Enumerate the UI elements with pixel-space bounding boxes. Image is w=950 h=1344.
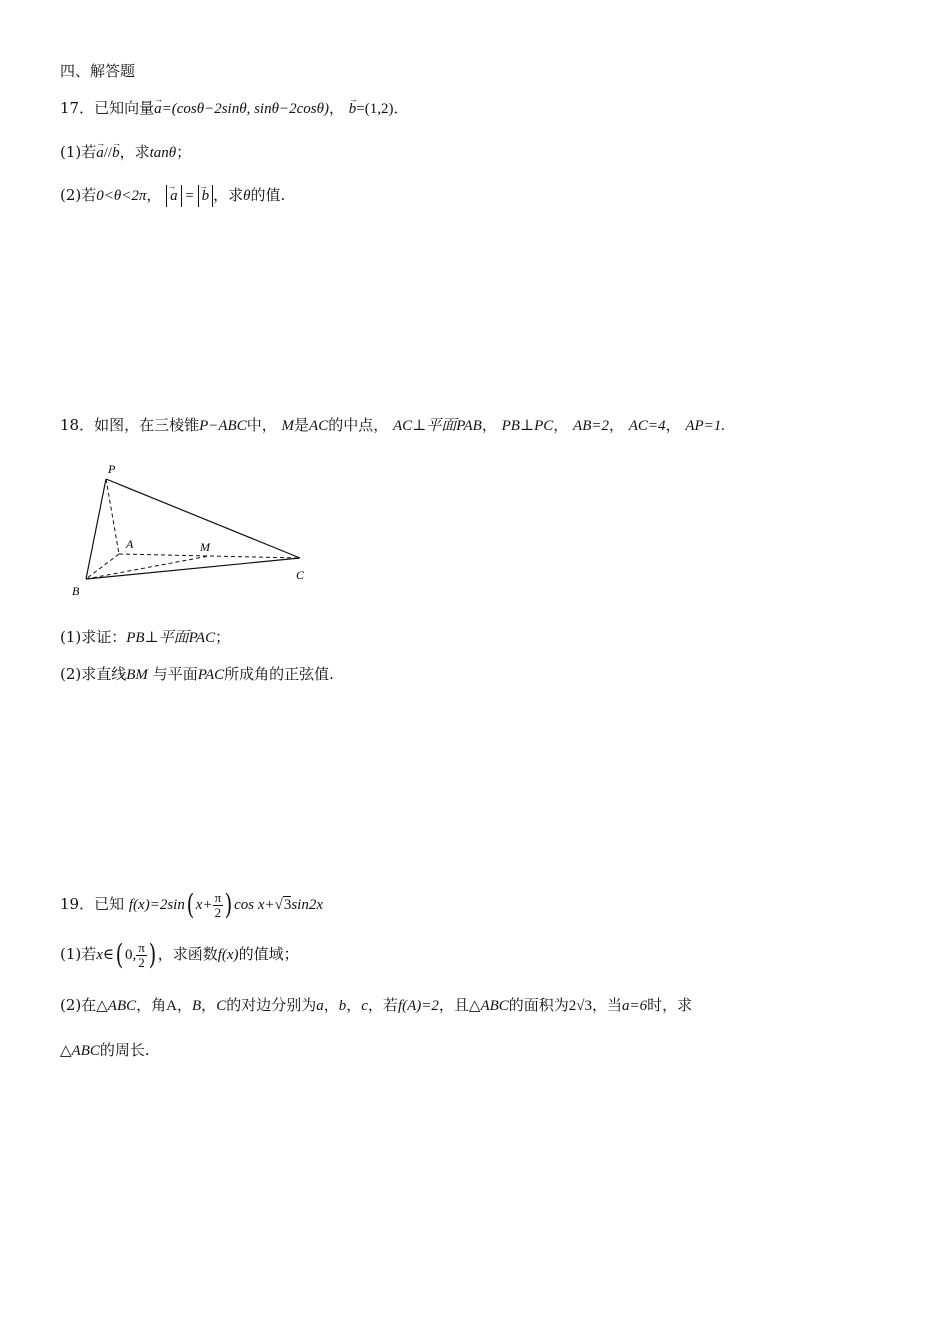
q19-part2-line1: (2)在△ABC，角A，B，C的对边分别为a，b，c，若f(A)=2，且△ABC的面积为2√3，当a=6时，求 xyxy=(60,996,693,1014)
edge-bm xyxy=(86,556,209,579)
label-b: B xyxy=(72,584,80,598)
vec-a: → a xyxy=(154,98,162,120)
tan-theta: tanθ xyxy=(149,145,177,161)
q18-part1: (1)求证：PB⊥平面PAC； xyxy=(60,628,231,646)
edge-pa xyxy=(106,479,119,554)
edge-bc xyxy=(86,558,300,579)
q17-stem: 17．已知向量→ a=(cosθ−2sinθ, sinθ−2cosθ)， → b=(1,2)． xyxy=(60,97,408,120)
edge-ac xyxy=(119,554,300,558)
vec-b-expr: =(1,2) xyxy=(356,101,394,117)
label-c: C xyxy=(296,568,305,582)
f-def-lhs: f(x)=2sin xyxy=(128,897,185,913)
q19-stem: 19．已知 f(x)=2sin( x+ $\frac{\pi}{2}$ ) cos x+√3sin2x xyxy=(60,888,324,921)
q17-part2: (2)若0<θ<2π， → a = → b ，求θ的值. xyxy=(60,184,285,207)
q17-part1: (1)若→ a//→ b，求tanθ； xyxy=(60,141,191,164)
edge-pb xyxy=(86,479,106,579)
theta-range: 0<θ<2π xyxy=(96,188,147,204)
cond-ab: AB=2 xyxy=(573,418,609,434)
q18-part2: (2)求直线BM 与平面PAC所成角的正弦值. xyxy=(60,665,334,683)
vec-a-expr: =(cosθ−2sinθ, sinθ−2cosθ) xyxy=(161,101,329,117)
cond-ap: AP=1. xyxy=(685,418,726,434)
vec-b: → b xyxy=(349,98,357,120)
edge-ab xyxy=(86,554,119,579)
q19-part2-line2: △ABC的周长. xyxy=(60,1041,150,1059)
label-a: A xyxy=(126,537,134,551)
cond-ac-perp: AC⊥平面PAB xyxy=(393,418,482,434)
q18-stem: 18．如图，在三棱锥P−ABC中， M是AC的中点， AC⊥平面PAB， PB⊥PC， AB=2， AC=4， AP=1. xyxy=(60,416,726,434)
cond-ac: AC=4 xyxy=(628,418,666,434)
tetrahedron-figure xyxy=(60,455,320,600)
abs-b: → b xyxy=(198,185,214,207)
section-title: 四、解答题 xyxy=(60,62,136,80)
label-p: P xyxy=(108,462,116,476)
cond-pb-perp: PB⊥PC xyxy=(501,418,554,434)
q17-number: 17． xyxy=(60,99,95,117)
pi-over-2: $\frac{\pi}{2}$ xyxy=(214,889,222,920)
label-m: M xyxy=(200,540,210,554)
abs-a: → a xyxy=(166,185,182,207)
q17-intro: 已知向量 xyxy=(94,99,155,117)
q19-part1: (1)若x∈( 0, $\frac{\pi}{2}$ ) ，求函数f(x)的值域； xyxy=(60,938,299,971)
